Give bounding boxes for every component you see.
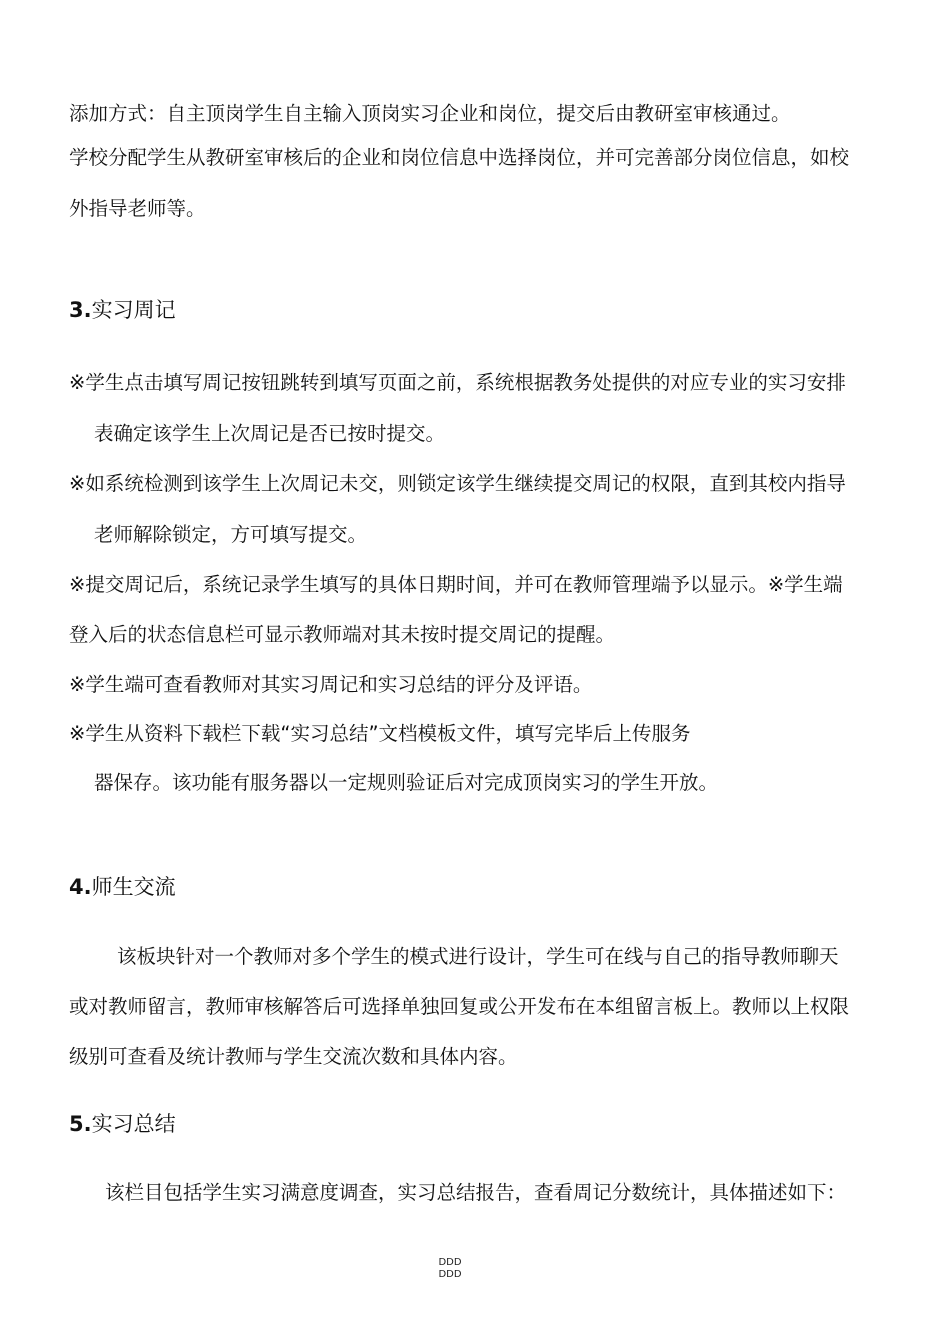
school-assign-text-2: 外指导老师等。 — [69, 197, 206, 220]
section3-item-line: ※学生点击填写周记按钮跳转到填写页面之前，系统根据教务处提供的对应专业的实习安排 — [69, 371, 846, 394]
footer-line-2: DDD — [438, 1269, 462, 1280]
section3-item-line: 器保存。该功能有服务器以一定规则验证后对完成顶岗实习的学生开放。 — [94, 771, 719, 794]
section3-item-line: ※学生从资料下载栏下载“实习总结”文档模板文件，填写完毕后上传服务 — [69, 722, 691, 745]
section3-number: 3. — [69, 298, 92, 322]
section4-title: 师生交流 — [91, 875, 176, 899]
section3-item-line: 登入后的状态信息栏可显示教师端对其未按时提交周记的提醒。 — [69, 623, 616, 646]
section3-item-line: 老师解除锁定，方可填写提交。 — [94, 523, 368, 546]
add-method-text: 添加方式：自主顶岗学生自主输入顶岗实习企业和岗位，提交后由教研室审核通过。 — [69, 102, 791, 125]
section4-number: 4. — [69, 875, 92, 899]
section4-heading — [69, 875, 176, 899]
section3-item-line: ※如系统检测到该学生上次周记未交，则锁定该学生继续提交周记的权限，直到其校内指导 — [69, 472, 846, 495]
section3-heading — [69, 298, 176, 322]
section5-heading — [69, 1112, 176, 1136]
section3-title: 实习周记 — [91, 298, 176, 322]
school-assign-text-1: 学校分配学生从教研室审核后的企业和岗位信息中选择岗位，并可完善部分岗位信息，如校 — [69, 146, 850, 169]
section4-paragraph-line: 级别可查看及统计教师与学生交流次数和具体内容。 — [69, 1045, 518, 1068]
section5-title: 实习总结 — [91, 1112, 176, 1136]
section4-paragraph-line: 该板块针对一个教师对多个学生的模式进行设计，学生可在线与自己的指导教师聊天 — [117, 945, 839, 968]
section5-number: 5. — [69, 1112, 92, 1136]
section4-paragraph-line: 或对教师留言，教师审核解答后可选择单独回复或公开发布在本组留言板上。教师以上权限 — [69, 995, 850, 1018]
section5-paragraph-line: 该栏目包括学生实习满意度调查，实习总结报告，查看周记分数统计，具体描述如下： — [105, 1181, 847, 1204]
footer-line-1: DDD — [438, 1257, 462, 1268]
section3-item-line: 表确定该学生上次周记是否已按时提交。 — [94, 422, 446, 445]
section3-item-line: ※提交周记后，系统记录学生填写的具体日期时间，并可在教师管理端予以显示。※学生端 — [69, 573, 843, 596]
section3-item-line: ※学生端可查看教师对其实习周记和实习总结的评分及评语。 — [69, 673, 593, 696]
